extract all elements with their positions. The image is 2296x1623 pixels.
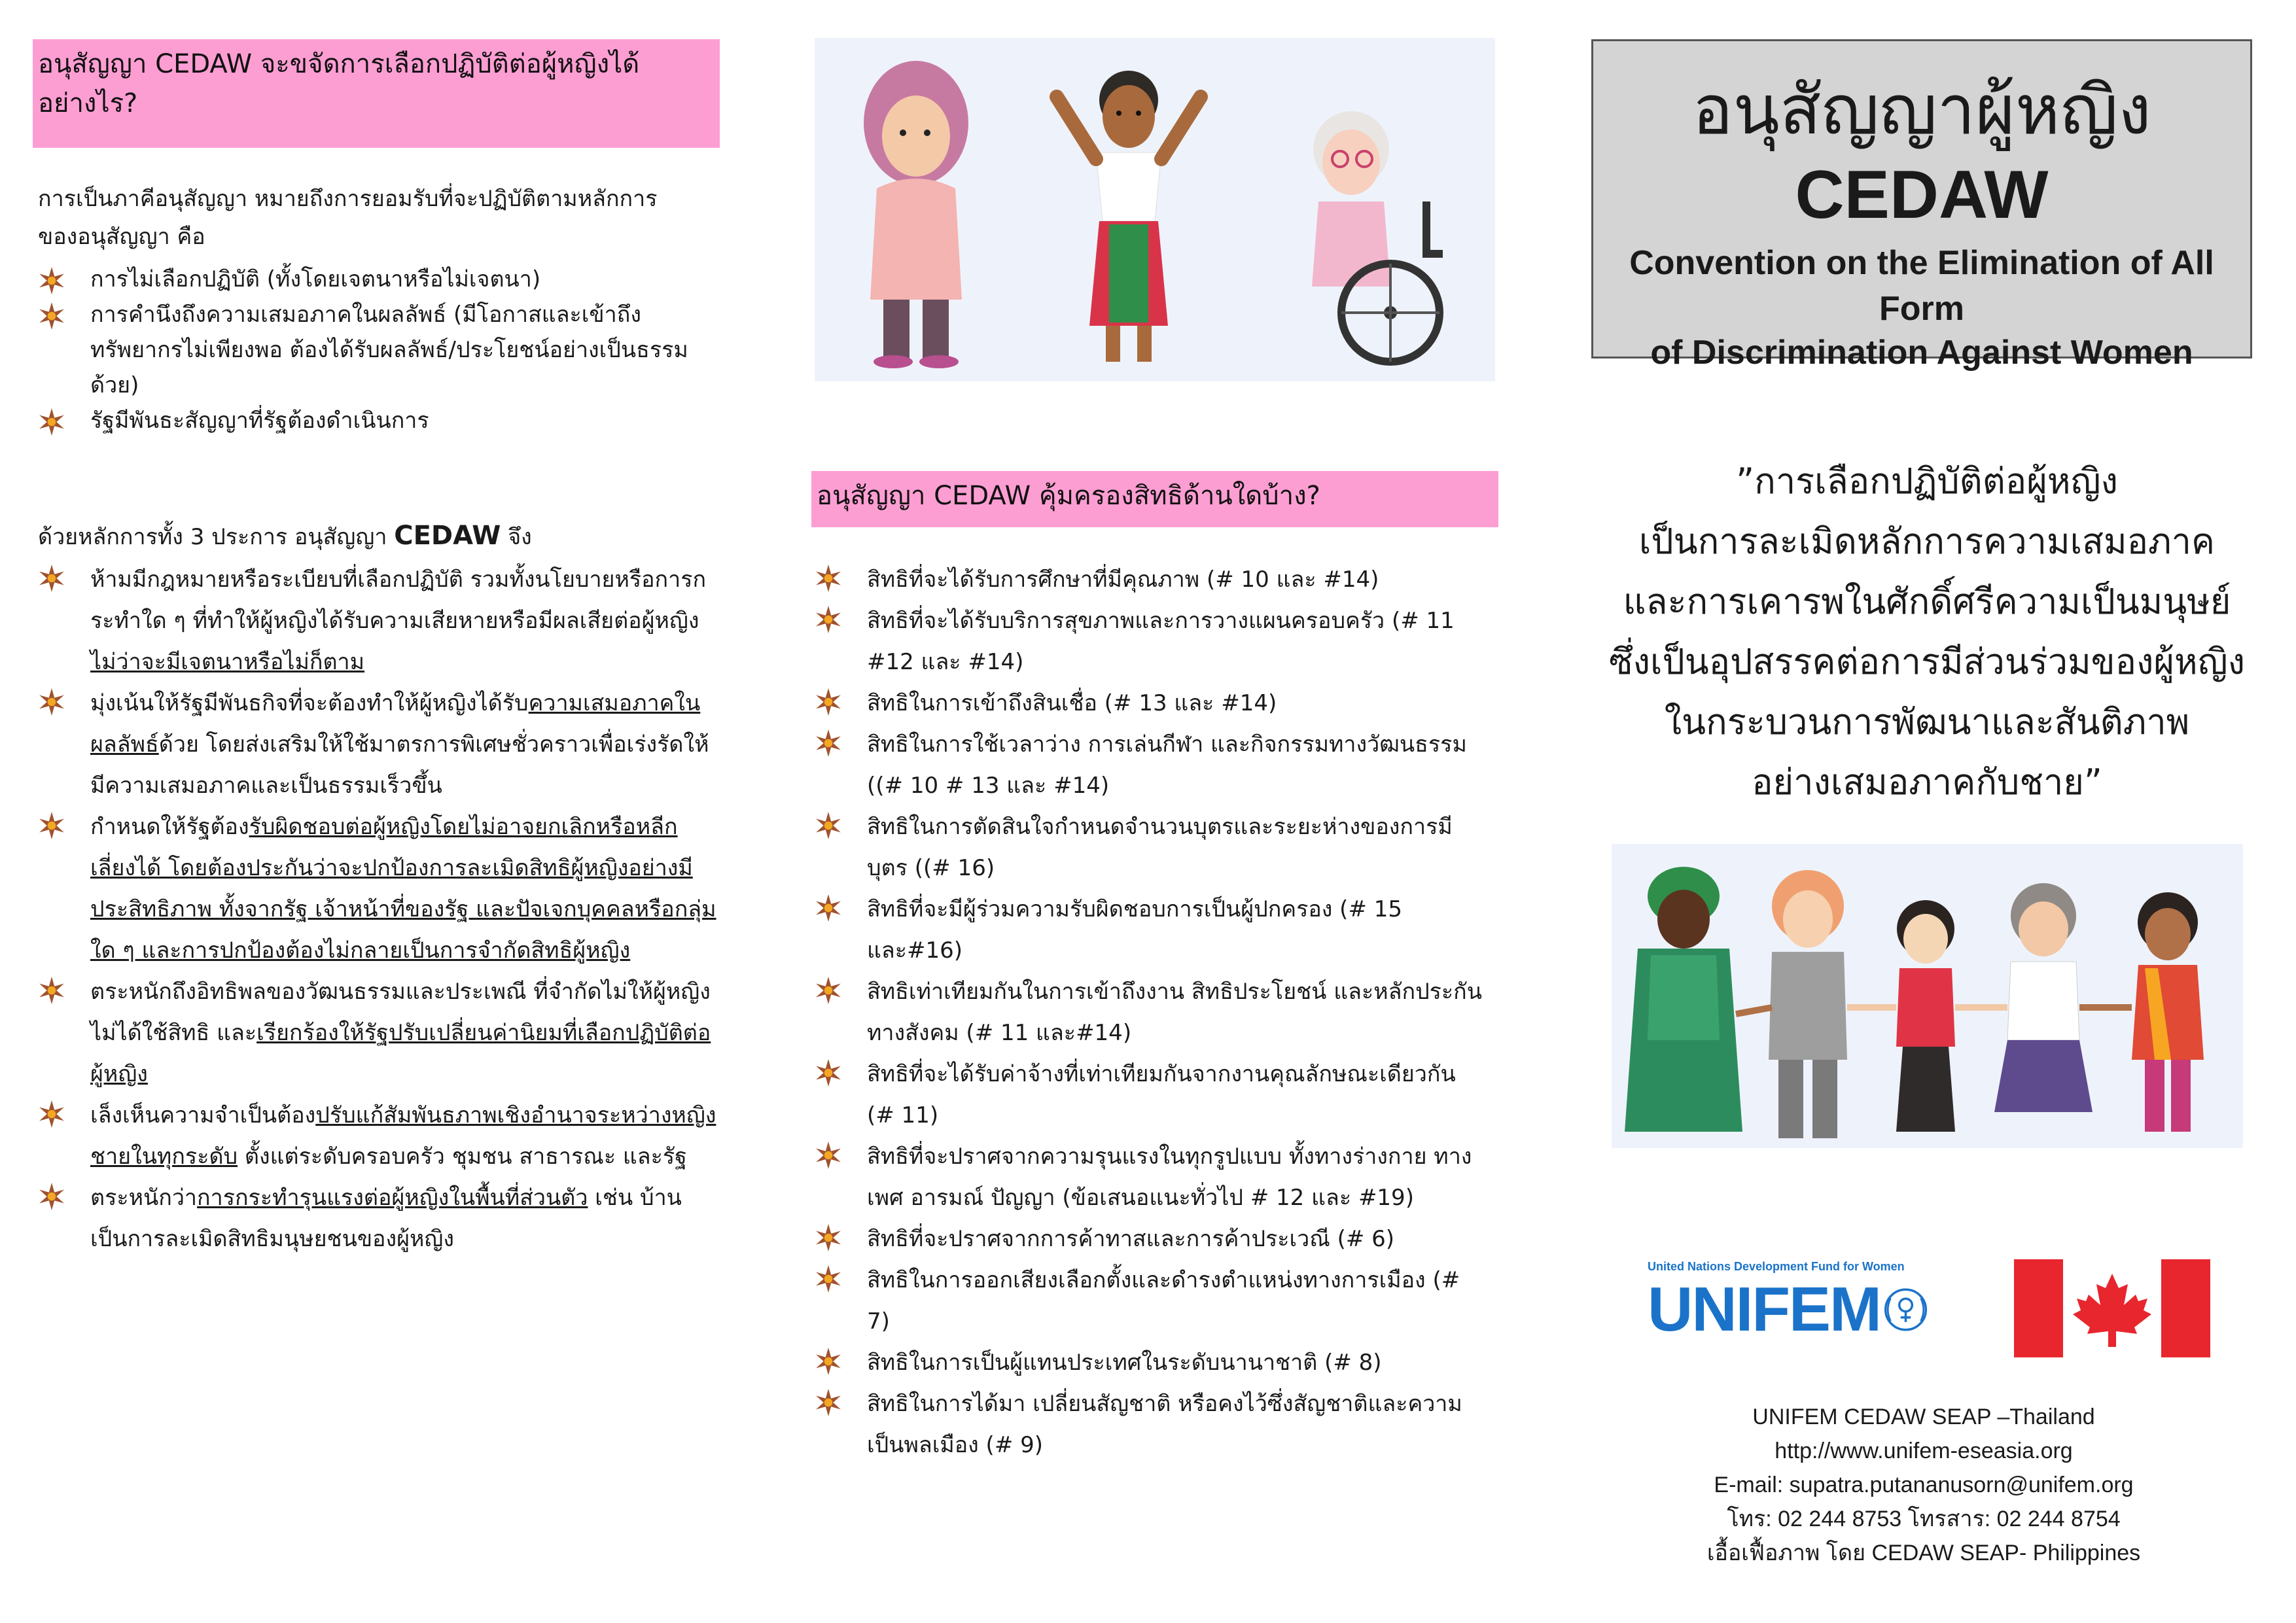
list-item: สิทธิเท่าเทียมกันในการเข้าถึงงาน สิทธิประโยชน์ และหลักประกันทางสังคม (# 11 และ#14) bbox=[815, 971, 1489, 1054]
bullet-star-icon bbox=[815, 894, 842, 922]
bullet-star-icon bbox=[38, 267, 65, 294]
list-item: ตระหนักถึงอิทธิพลของวัฒนธรรมและประเพณี ที่จำกัดไม่ให้ผู้หญิงไม่ได้ใช้สิทธิ และเรียกร้องให้รัฐปรับเปลี่ยนค่านิยมที่เลือกปฏิบัติต่อผู้หญิง bbox=[38, 971, 718, 1095]
title-box bbox=[1591, 39, 2252, 372]
quote-line: อย่างเสมอภาคกับชาย” bbox=[1752, 761, 2102, 803]
list-item: เล็งเห็นความจำเป็นต้องปรับแก้สัมพันธภาพเชิงอำนาจระหว่างหญิงชายในทุกระดับ ตั้งแต่ระดับครอบครัว ชุมชน สาธารณะ และรัฐ bbox=[38, 1095, 718, 1178]
phone-fax: โทร: 02 244 8753 โทรสาร: 02 244 8754 bbox=[1727, 1507, 2121, 1531]
list-item: สิทธิที่จะปราศจากการค้าทาสและการค้าประเวณี (# 6) bbox=[815, 1219, 1489, 1260]
quote-line: ในกระบวนการพัฒนาและสันติภาพ bbox=[1664, 701, 2190, 742]
quote-line: ”การเลือกปฏิบัติต่อผู้หญิง bbox=[1736, 461, 2118, 502]
intro-line-1: การเป็นภาคีอนุสัญญา หมายถึงการยอมรับที่จะปฏิบัติตามหลักการ bbox=[38, 186, 658, 212]
bullet-star-icon bbox=[38, 302, 65, 330]
org-name: UNIFEM CEDAW SEAP –Thailand bbox=[1752, 1405, 2095, 1429]
list-item: สิทธิที่จะมีผู้ร่วมความรับผิดชอบการเป็นผู้ปกครอง (# 15 และ#16) bbox=[815, 889, 1489, 971]
bullet-star-icon bbox=[815, 1389, 842, 1416]
unifem-logo bbox=[1648, 1259, 1935, 1357]
women-group-illustration bbox=[1612, 844, 2243, 1148]
left-heading: อนุสัญญา CEDAW จะขจัดการเลือกปฏิบัติต่อผู้หญิงได้อย่างไร? bbox=[33, 39, 720, 148]
quote-line: เป็นการละเมิดหลักการความเสมอภาค bbox=[1638, 521, 2216, 562]
image-credit: เอื้อเฟื้อภาพ โดย CEDAW SEAP- Philippines bbox=[1706, 1541, 2141, 1565]
contact-block bbox=[1597, 1400, 2251, 1570]
list-item: สิทธิที่จะได้รับการศึกษาที่มีคุณภาพ (# 10 และ #14) bbox=[815, 559, 1489, 601]
list-item: มุ่งเน้นให้รัฐมีพันธกิจที่จะต้องทำให้ผู้หญิงได้รับความเสมอภาคในผลลัพธ์ด้วย โดยส่งเสริมให้ใช้มาตรการพิเศษชั่วคราวเพื่อเร่งรัดให้มีความเสมอภาคและเป็นธรรมเร็วขึ้น bbox=[38, 683, 718, 807]
bullet-star-icon bbox=[38, 565, 65, 592]
principles-list bbox=[38, 262, 692, 438]
bullet-star-icon bbox=[38, 688, 65, 716]
bullet-star-icon bbox=[815, 1059, 842, 1087]
bullet-star-icon bbox=[38, 408, 65, 436]
title-thai: อนุสัญญาผู้หญิง bbox=[1692, 70, 2151, 150]
quote-block bbox=[1597, 451, 2257, 812]
quote-line: และการเคารพในศักดิ์ศรีความเป็นมนุษย์ bbox=[1623, 581, 2231, 622]
title-cedaw: CEDAW bbox=[1795, 157, 2049, 233]
bullet-star-icon bbox=[815, 1224, 842, 1251]
three-women-illustration bbox=[815, 38, 1495, 381]
list-item: สิทธิที่จะได้รับค่าจ้างที่เท่าเทียมกันจากงานคุณลักษณะเดียวกัน (# 11) bbox=[815, 1054, 1489, 1136]
list-item: สิทธิในการออกเสียงเลือกตั้งและดำรงตำแหน่งทางการเมือง (# 7) bbox=[815, 1260, 1489, 1342]
list-item: กำหนดให้รัฐต้องรับผิดชอบต่อผู้หญิงโดยไม่อาจยกเลิกหรือหลีกเลี่ยงได้ โดยต้องประกันว่าจะปกป้องการละเมิดสิทธิผู้หญิงอย่างมีประสิทธิภาพ ทั้งจากรัฐ เจ้าหน้าที่ของรัฐ และปัจเจกบุคคลหรือกลุ่มใด ๆ และการปกป้องต้องไม่กลายเป็นการจำกัดสิทธิผู้หญิง bbox=[38, 807, 718, 971]
bullet-star-icon bbox=[815, 1348, 842, 1375]
list-item: สิทธิที่จะได้รับบริการสุขภาพและการวางแผนครอบครัว (# 11 #12 และ #14) bbox=[815, 601, 1489, 683]
list-item: สิทธิที่จะปราศจากความรุนแรงในทุกรูปแบบ ทั้งทางร่างกาย ทางเพศ อารมณ์ ปัญญา (ข้อเสนอแนะทั่วไป # 12 และ #19) bbox=[815, 1136, 1489, 1219]
middle-heading: อนุสัญญา CEDAW คุ้มครองสิทธิด้านใดบ้าง? bbox=[811, 471, 1498, 527]
subtitle-line-1: Convention on the Elimination of All Form bbox=[1629, 244, 2214, 328]
bullet-star-icon bbox=[38, 1100, 65, 1128]
canada-flag-icon bbox=[2014, 1259, 2210, 1357]
email-link[interactable]: E-mail: supatra.putananusorn@unifem.org bbox=[1714, 1473, 2134, 1497]
duties-list bbox=[38, 559, 718, 1260]
bullet-star-icon bbox=[815, 606, 842, 633]
unifem-emblem-icon bbox=[1881, 1274, 1935, 1346]
bullet-star-icon bbox=[815, 729, 842, 757]
bullet-star-icon bbox=[815, 977, 842, 1004]
list-item: รัฐมีพันธะสัญญาที่รัฐต้องดำเนินการ bbox=[38, 403, 692, 438]
illustration-three-women bbox=[815, 38, 1495, 381]
list-item: ห้ามมีกฎหมายหรือระเบียบที่เลือกปฏิบัติ รวมทั้งนโยบายหรือการกระทำใด ๆ ที่ทำให้ผู้หญิงได้รับความเสียหายหรือมีผลเสียต่อผู้หญิง ไม่ว่าจะมีเจตนาหรือไม่ก็ตาม bbox=[38, 559, 718, 683]
quote-line: ซึ่งเป็นอุปสรรคต่อการมีส่วนร่วมของผู้หญิง bbox=[1608, 641, 2246, 682]
website-link[interactable]: http://www.unifem-eseasia.org bbox=[1775, 1439, 2073, 1463]
bullet-star-icon bbox=[38, 977, 65, 1004]
bullet-star-icon bbox=[38, 1183, 65, 1210]
list-item: สิทธิในการตัดสินใจกำหนดจำนวนบุตรและระยะห่างของการมีบุตร ((# 16) bbox=[815, 807, 1489, 889]
intro-line-2: ของอนุสัญญา คือ bbox=[38, 224, 205, 250]
rights-list bbox=[815, 559, 1489, 1466]
list-item: การคำนึงถึงความเสมอภาคในผลลัพธ์ (มีโอกาสและเข้าถึงทรัพยากรไม่เพียงพอ ต้องได้รับผลลัพธ์/ประโยชน์อย่างเป็นธรรมด้วย) bbox=[38, 297, 692, 403]
bullet-star-icon bbox=[815, 812, 842, 839]
unifem-wordmark: UNIFEM bbox=[1648, 1274, 1881, 1344]
bullet-star-icon bbox=[815, 688, 842, 716]
list-item: สิทธิในการใช้เวลาว่าง การเล่นกีฬา และกิจกรรมทางวัฒนธรรม ((# 10 # 13 และ #14) bbox=[815, 724, 1489, 807]
list-item: การไม่เลือกปฏิบัติ (ทั้งโดยเจตนาหรือไม่เจตนา) bbox=[38, 262, 692, 297]
subtitle-line-2: of Discrimination Against Women bbox=[1650, 334, 2193, 372]
lead-text: ด้วยหลักการทั้ง 3 ประการ อนุสัญญา CEDAW จึง bbox=[38, 521, 532, 551]
list-item: สิทธิในการได้มา เปลี่ยนสัญชาติ หรือคงไว้ซึ่งสัญชาติและความเป็นพลเมือง (# 9) bbox=[815, 1384, 1489, 1466]
bullet-star-icon bbox=[815, 565, 842, 592]
bullet-star-icon bbox=[815, 1265, 842, 1293]
illustration-women-holding-hands bbox=[1612, 844, 2243, 1148]
bullet-star-icon bbox=[815, 1142, 842, 1169]
list-item: สิทธิในการเข้าถึงสินเชื่อ (# 13 และ #14) bbox=[815, 683, 1489, 724]
list-item: สิทธิในการเป็นผู้แทนประเทศในระดับนานาชาติ (# 8) bbox=[815, 1342, 1489, 1384]
bullet-star-icon bbox=[38, 812, 65, 839]
list-item: ตระหนักว่าการกระทำรุนแรงต่อผู้หญิงในพื้นที่ส่วนตัว เช่น บ้าน เป็นการละเมิดสิทธิมนุษยชนของผู้หญิง bbox=[38, 1178, 718, 1260]
unifem-tagline: United Nations Development Fund for Women bbox=[1648, 1260, 1905, 1273]
